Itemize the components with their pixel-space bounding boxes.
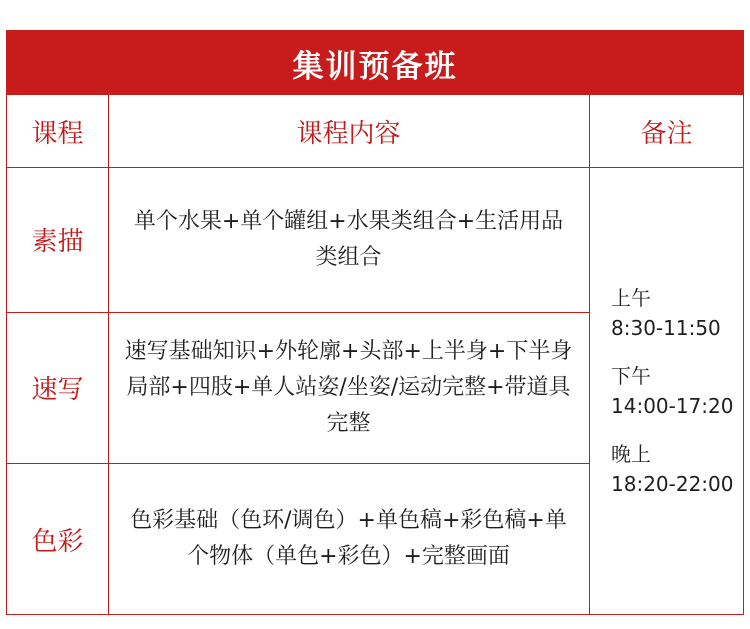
schedule-evening	[611, 439, 734, 499]
schedule-label: 下午	[611, 364, 651, 388]
class-schedule-table	[6, 30, 744, 615]
course-name-color: 色彩	[31, 526, 84, 557]
header-course: 课程	[31, 118, 84, 149]
schedule-label: 上午	[611, 286, 651, 310]
course-content-quick-sketch: 速写基础知识+外轮廓+头部+上半身+下半身局部+四肢+单人站姿/坐姿/运动完整+带道具完整	[124, 338, 573, 436]
schedule-time: 14:00-17:20	[611, 394, 734, 418]
course-name-sketch: 素描	[31, 227, 84, 257]
schedule-time: 8:30-11:50	[611, 316, 721, 340]
schedule-afternoon	[611, 361, 734, 421]
schedule-morning	[611, 283, 721, 343]
course-content-color: 色彩基础（色环/调色）+单色稿+彩色稿+单个物体（单色+彩色）+完整画面	[130, 508, 567, 569]
table-title: 集训预备班	[7, 31, 743, 95]
header-content: 课程内容	[296, 118, 401, 149]
course-name-quick-sketch: 速写	[31, 375, 84, 405]
remarks-schedule	[589, 167, 744, 615]
schedule-time: 18:20-22:00	[611, 472, 734, 496]
schedule-label: 晚上	[611, 442, 651, 466]
header-remarks: 备注	[640, 118, 693, 149]
course-content-sketch: 单个水果+单个罐组+水果类组合+生活用品类组合	[133, 208, 564, 270]
